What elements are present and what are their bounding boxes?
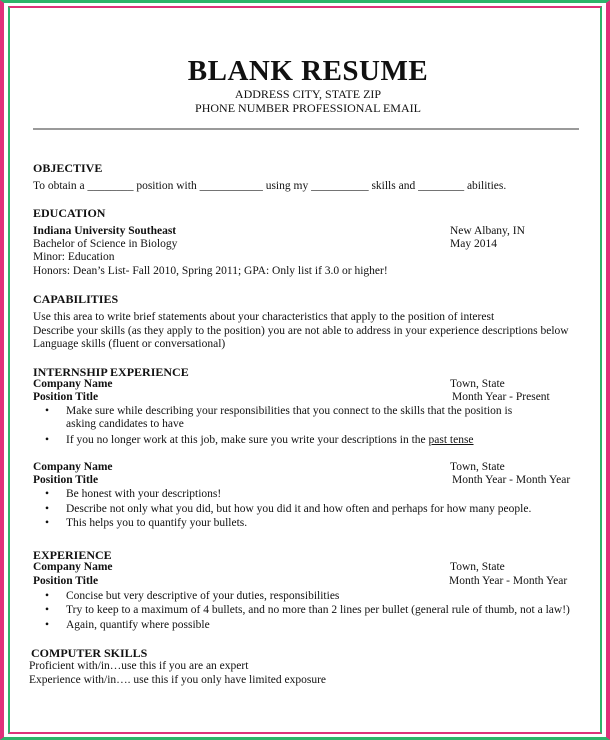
bullet-continuation: asking candidates to have	[66, 418, 184, 430]
bullet-item: • This helps you to quantify your bullets.	[66, 517, 247, 529]
company-location: Town, State	[450, 461, 505, 473]
company-name: Company Name	[33, 461, 113, 473]
skill-line: Proficient with/in…use this if you are an expert	[29, 660, 249, 672]
contact-line: PHONE NUMBER PROFESSIONAL EMAIL	[195, 101, 421, 115]
education-heading: EDUCATION	[33, 206, 106, 220]
bullet-item	[66, 434, 474, 446]
internship-heading: INTERNSHIP EXPERIENCE	[33, 365, 189, 379]
company-name: Company Name	[33, 378, 113, 390]
company-location: Town, State	[450, 378, 505, 390]
honors: Honors: Dean’s List- Fall 2010, Spring 2011; GPA: Only list if 3.0 or higher!	[33, 265, 388, 277]
position-title: Position Title	[33, 391, 99, 403]
capability-line: Use this area to write brief statements about your characteristics that apply to the position of interest	[33, 311, 495, 323]
school-name: Indiana University Southeast	[33, 225, 177, 237]
school-location: New Albany, IN	[450, 225, 525, 237]
bullet-item: • Be honest with your descriptions!	[66, 488, 221, 500]
skill-line: Experience with/in…. use this if you only have limited exposure	[29, 674, 327, 686]
bullet-text: If you no longer work at this job, make sure you write your descriptions in the	[66, 434, 426, 446]
bullet-item: • Concise but very descriptive of your duties, responsibilities	[66, 590, 339, 602]
position-title: Position Title	[33, 575, 99, 587]
company-name: Company Name	[33, 561, 113, 573]
bullet-item: • Try to keep to a maximum of 4 bullets, and no more than 2 lines per bullet (general rule of thumb, not a law!)	[66, 604, 570, 616]
position-dates: Month Year - Present	[452, 391, 550, 403]
capabilities-heading: CAPABILITIES	[33, 292, 119, 306]
bullet-item: • Make sure while describing your responsibilities that you connect to the skills that the position is	[66, 405, 512, 417]
objective-text: To obtain a ________ position with ___________ using my __________ skills and ________ abilities.	[33, 180, 507, 192]
company-location: Town, State	[450, 561, 505, 573]
resume-title: BLANK RESUME	[187, 55, 429, 87]
graduation-date: May 2014	[450, 238, 497, 250]
header-divider	[33, 128, 579, 130]
bullet-item: • Again, quantify where possible	[66, 619, 210, 631]
computer-skills-heading: COMPUTER SKILLS	[31, 646, 148, 660]
position-title: Position Title	[33, 474, 99, 486]
minor: Minor: Education	[33, 251, 115, 263]
position-dates: Month Year - Month Year	[452, 474, 571, 486]
bullet-item: • Describe not only what you did, but how you did it and how often and perhaps for how many people.	[66, 503, 531, 515]
past-tense-link: past tense	[428, 434, 474, 446]
degree: Bachelor of Science in Biology	[33, 238, 178, 250]
objective-heading: OBJECTIVE	[33, 161, 103, 175]
experience-heading: EXPERIENCE	[33, 548, 112, 562]
position-dates: Month Year - Month Year	[449, 575, 568, 587]
capability-line: Language skills (fluent or conversational)	[33, 338, 226, 350]
address-line: ADDRESS CITY, STATE ZIP	[234, 87, 382, 101]
capability-line: Describe your skills (as they apply to the position) you are not able to address in your experience descriptions below	[33, 325, 569, 337]
